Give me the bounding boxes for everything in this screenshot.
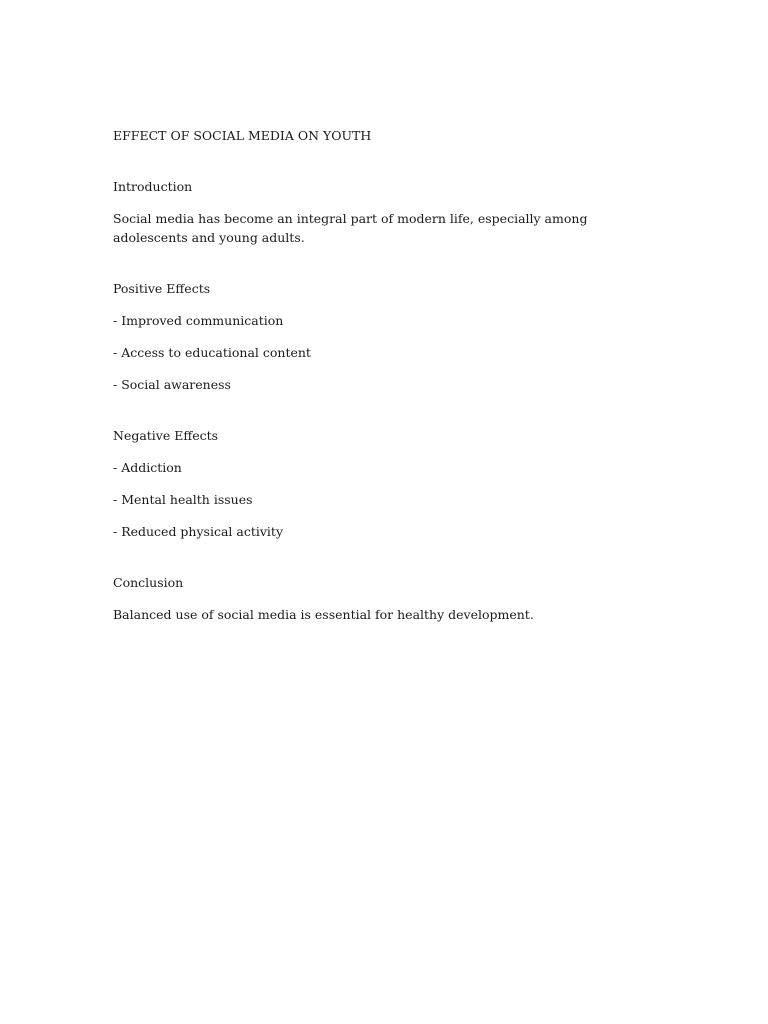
list-item: - Improved communication bbox=[113, 313, 284, 328]
list-item: - Reduced physical activity bbox=[113, 524, 284, 539]
section-heading-negative-effects: Negative Effects bbox=[113, 428, 219, 443]
document-body bbox=[113, 126, 658, 637]
section-heading-conclusion: Conclusion bbox=[113, 575, 184, 590]
section-heading-introduction: Introduction bbox=[113, 179, 193, 194]
conclusion-paragraph: Balanced use of social media is essential for healthy development. bbox=[113, 607, 534, 622]
list-item: - Addiction bbox=[113, 460, 182, 475]
introduction-paragraph: Social media has become an integral part of modern life, especially among adolescents and young adults. bbox=[113, 211, 588, 245]
list-item: - Social awareness bbox=[113, 377, 231, 392]
negative-effects-list bbox=[113, 458, 658, 541]
list-item: - Mental health issues bbox=[113, 492, 253, 507]
positive-effects-list bbox=[113, 311, 658, 394]
document-title: EFFECT OF SOCIAL MEDIA ON YOUTH bbox=[113, 128, 372, 143]
list-item: - Access to educational content bbox=[113, 345, 311, 360]
section-heading-positive-effects: Positive Effects bbox=[113, 281, 211, 296]
